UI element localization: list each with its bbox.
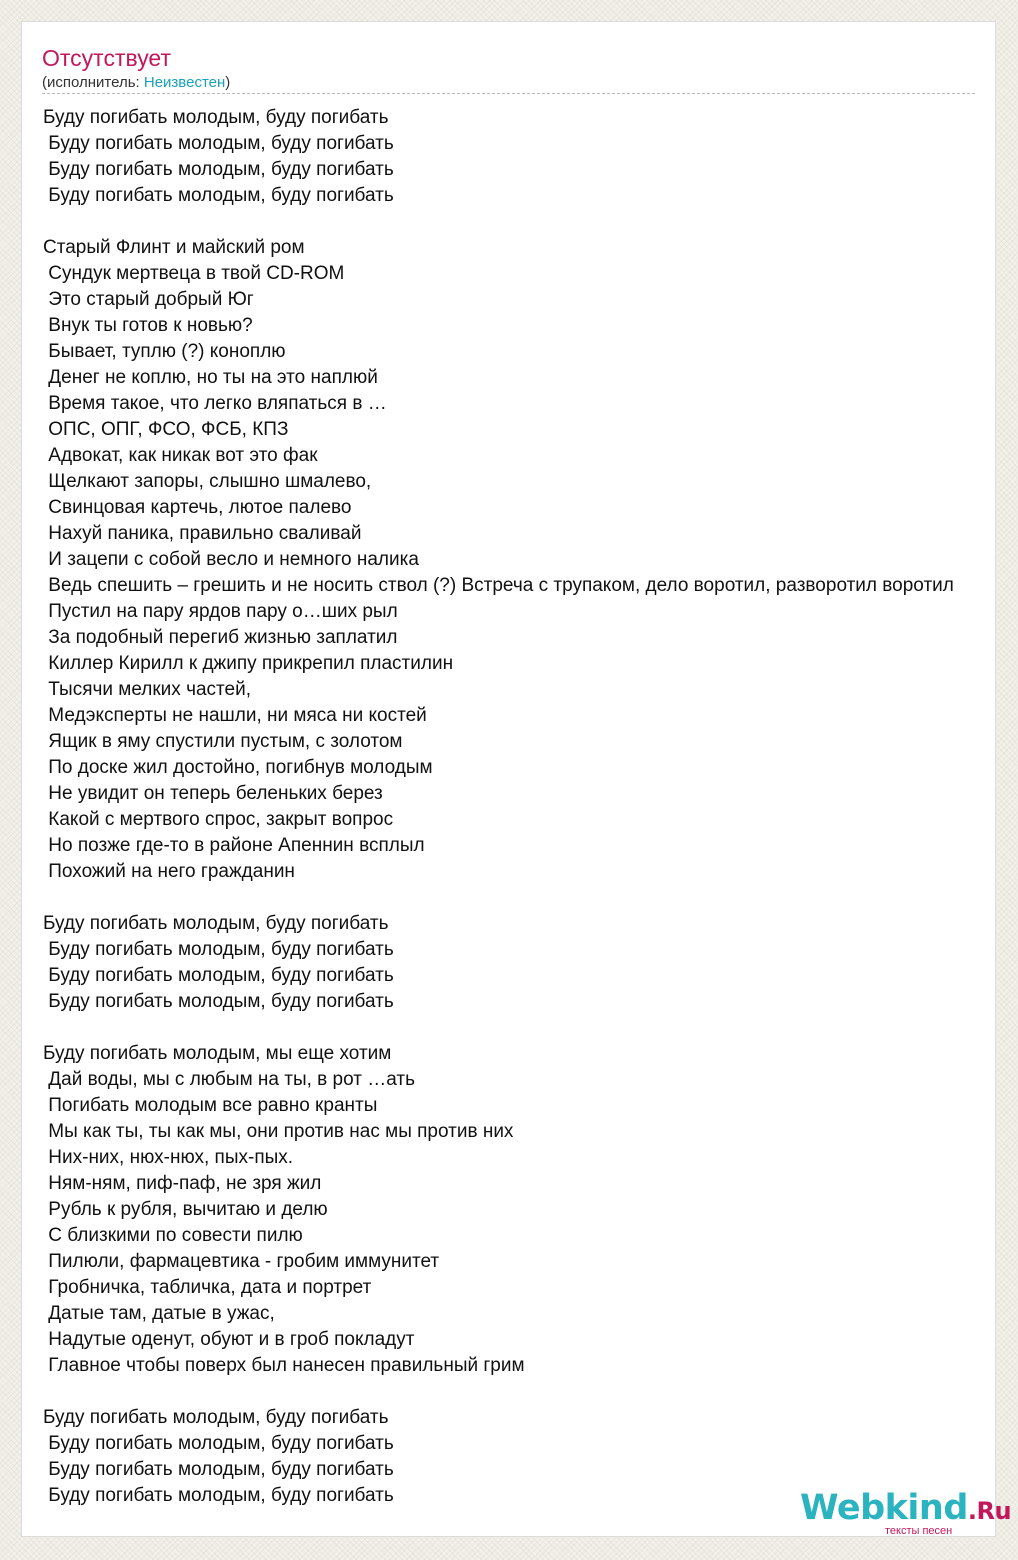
lyric-line: Буду погибать молодым, буду погибать [43, 1433, 394, 1454]
lyric-line: Главное чтобы поверх был нанесен правильный грим [43, 1355, 525, 1376]
lyric-line: Киллер Кирилл к джипу прикрепил пластилин [43, 653, 454, 674]
lyric-line: Буду погибать молодым, буду погибать [43, 159, 394, 180]
lyric-line: Нахуй паника, правильно сваливай [43, 523, 362, 544]
lyric-line: Пилюли, фармацевтика - гробим иммунитет [43, 1251, 440, 1272]
lyric-line: Буду погибать молодым, буду погибать [43, 965, 394, 986]
lyric-line [43, 1379, 954, 1405]
artist-link[interactable]: Неизвестен [143, 74, 226, 91]
logo-tagline: тексты песен [885, 1525, 953, 1537]
lyric-line: Свинцовая картечь, лютое палево [43, 497, 352, 518]
lyric-line: Но позже где-то в районе Апеннин всплыл [43, 835, 425, 856]
lyric-line: Денег не коплю, но ты на это наплюй [43, 367, 378, 388]
lyric-line: Не увидит он теперь беленьких берез [43, 783, 383, 804]
lyric-line: С близкими по совести пилю [43, 1225, 303, 1246]
lyric-line: По доске жил достойно, погибнув молодым [43, 757, 433, 778]
lyric-line: Адвокат, как никак вот это фак [43, 445, 318, 466]
lyric-line: Датые там, датые в ужас, [43, 1303, 275, 1324]
lyric-line: И зацепи с собой весло и немного налика [43, 549, 419, 570]
lyric-line: Буду погибать молодым, мы еще хотим [43, 1043, 392, 1064]
lyric-line: Дай воды, мы с любым на ты, в рот …ать [43, 1069, 416, 1090]
site-logo[interactable] [800, 1488, 1012, 1538]
lyric-line: Тысячи мелких частей, [43, 679, 251, 700]
lyric-line: Буду погибать молодым, буду погибать [43, 107, 389, 128]
artist-suffix: ) [225, 74, 231, 91]
logo-main-text: Webkind [800, 1488, 968, 1528]
lyric-line: Рубль к рубля, вычитаю и делю [43, 1199, 328, 1220]
lyric-line: Буду погибать молодым, буду погибать [43, 991, 394, 1012]
lyric-line: Бывает, туплю (?) коноплю [43, 341, 286, 362]
lyric-line: Щелкают запоры, слышно шмалево, [43, 471, 372, 492]
lyric-line: Буду погибать молодым, буду погибать [43, 185, 394, 206]
artist-line [42, 73, 230, 93]
lyric-line: Буду погибать молодым, буду погибать [43, 133, 394, 154]
lyric-line: Погибать молодым все равно кранты [43, 1095, 378, 1116]
lyric-line: Ням-ням, пиф-паф, не зря жил [43, 1173, 322, 1194]
lyric-line: Буду погибать молодым, буду погибать [43, 1485, 394, 1506]
lyric-line: Какой с мертвого спрос, закрыт вопрос [43, 809, 394, 830]
lyric-line: Буду погибать молодым, буду погибать [43, 913, 389, 934]
lyric-line [43, 1015, 954, 1041]
lyric-line [43, 885, 954, 911]
lyric-line: Буду погибать молодым, буду погибать [43, 1407, 389, 1428]
lyric-line: Ящик в яму спустили пустым, с золотом [43, 731, 403, 752]
lyric-line: Это старый добрый Юг [43, 289, 254, 310]
lyric-line: Буду погибать молодым, буду погибать [43, 1459, 394, 1480]
header-divider [42, 93, 975, 94]
lyric-line: Сундук мертвеца в твой CD-ROM [43, 263, 345, 284]
lyric-line: Гробничка, табличка, дата и портрет [43, 1277, 372, 1298]
lyric-line [43, 209, 954, 235]
lyric-line: ОПС, ОПГ, ФСО, ФСБ, КПЗ [43, 419, 289, 440]
logo-domain: .Ru [967, 1497, 1012, 1525]
lyric-line: Время такое, что легко вляпаться в … [43, 393, 387, 414]
lyric-line: Ведь спешить – грешить и не носить ствол (?) Встреча с трупаком, дело воротил, разворотил воротил [43, 575, 954, 596]
lyric-line: За подобный перегиб жизнью заплатил [43, 627, 398, 648]
lyrics-card [21, 21, 1012, 1537]
artist-prefix: (исполнитель: [42, 74, 144, 91]
lyric-line: Них-них, нюх-нюх, пых-пых. [43, 1147, 294, 1168]
lyric-line: Буду погибать молодым, буду погибать [43, 939, 394, 960]
lyric-line: Медэксперты не нашли, ни мяса ни костей [43, 705, 427, 726]
lyric-line: Похожий на него гражданин [43, 861, 295, 882]
lyric-line: Старый Флинт и майский ром [43, 237, 305, 258]
lyric-line: Мы как ты, ты как мы, они против нас мы против них [43, 1121, 514, 1142]
lyrics-text [43, 105, 954, 1509]
lyric-line: Внук ты готов к новью? [43, 315, 253, 336]
song-title: Отсутствует [42, 45, 171, 71]
lyric-line: Надутые оденут, обуют и в гроб покладут [43, 1329, 415, 1350]
lyric-line: Пустил на пару ярдов пару о…ших рыл [43, 601, 398, 622]
